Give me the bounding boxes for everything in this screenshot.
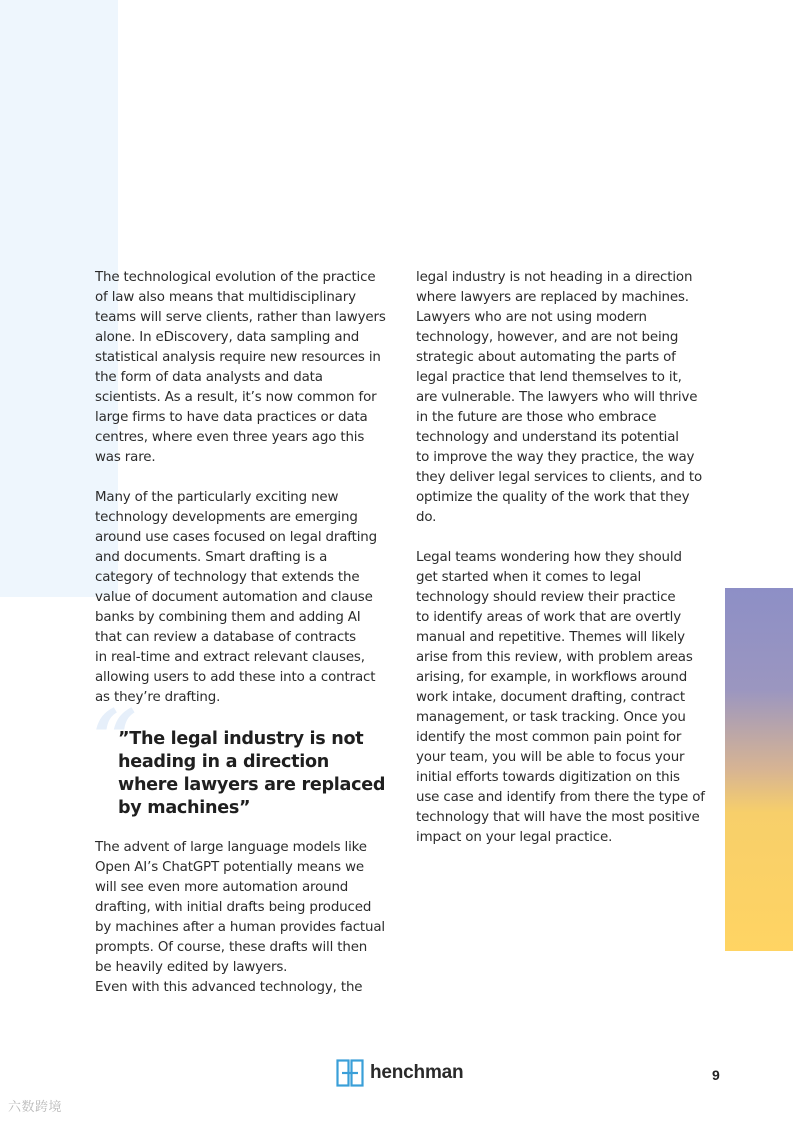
text-line: technology that will have the most positive [416,810,700,825]
text-line: Legal teams wondering how they should [416,550,682,565]
text-line: technology, however, and are not being [416,330,679,345]
right-column [416,268,706,868]
text-line: to improve the way they practice, the way [416,450,695,465]
right-gradient-bar [725,588,793,951]
text-line: initial efforts towards digitization on this [416,770,680,785]
text-line: Lawyers who are not using modern [416,310,647,325]
text-line: The technological evolution of the practice [95,270,376,285]
text-line: be heavily edited by lawyers. [95,960,288,975]
paragraph [95,268,385,468]
text-line: where lawyers are replaced by machines. [416,290,689,305]
text-line: of law also means that multidisciplinary [95,290,356,305]
text-line: allowing users to add these into a contract [95,670,376,685]
text-line: impact on your legal practice. [416,830,613,845]
text-line: and documents. Smart drafting is a [95,550,328,565]
text-line: around use cases focused on legal drafting [95,530,377,545]
text-line: arise from this review, with problem areas [416,650,693,665]
text-line: alone. In eDiscovery, data sampling and [95,330,360,345]
quote-mark-icon: “ [93,693,138,784]
text-line: The advent of large language models like [95,840,367,855]
text-line: to identify areas of work that are overtly [416,610,682,625]
text-line: ”The legal industry is not [118,729,364,749]
paragraph [95,838,385,998]
text-line: prompts. Of course, these drafts will then [95,940,368,955]
text-line: identify the most common pain point for [416,730,682,745]
text-line: was rare. [95,450,156,465]
watermark: 六数跨境 [8,1100,63,1115]
text-line: they deliver legal services to clients, and to [416,470,703,485]
text-line: work intake, document drafting, contract [416,690,685,705]
left-column [95,268,385,998]
text-line: Even with this advanced technology, the [95,980,363,995]
text-line: get started when it comes to legal [416,570,642,585]
text-line: banks by combining them and adding AI [95,610,361,625]
text-line: use case and identify from there the type of [416,790,705,805]
text-line: technology and understand its potential [416,430,679,445]
text-line: the form of data analysts and data [95,370,323,385]
paragraph [416,268,706,528]
text-line: strategic about automating the parts of [416,350,676,365]
page-number: 9 [712,1067,720,1083]
text-line: technology developments are emerging [95,510,358,525]
text-line: Open AI’s ChatGPT potentially means we [95,860,364,875]
text-line: scientists. As a result, it’s now common for [95,390,377,405]
text-line: as they’re drafting. [95,690,221,705]
text-line: teams will serve clients, rather than lawyers [95,310,386,325]
text-line: will see even more automation around [95,880,349,895]
text-line: technology should review their practice [416,590,676,605]
text-line: statistical analysis require new resources in [95,350,381,365]
text-line: Many of the particularly exciting new [95,490,339,505]
text-line: legal industry is not heading in a direction [416,270,693,285]
text-line: where lawyers are replaced [118,775,386,795]
text-line: by machines” [118,798,251,818]
text-line: by machines after a human provides factual [95,920,385,935]
text-line: drafting, with initial drafts being produced [95,900,372,915]
henchman-logo [336,1059,463,1087]
text-line: in real-time and extract relevant clauses, [95,650,365,665]
brand-name: henchman [370,1062,464,1083]
text-line: are vulnerable. The lawyers who will thrive [416,390,698,405]
pullquote-text [118,728,385,820]
text-line: heading in a direction [118,752,329,772]
text-line: that can review a database of contracts [95,630,357,645]
text-line: large firms to have data practices or data [95,410,368,425]
henchman-logo-icon [336,1059,364,1087]
paragraph [416,548,706,848]
text-line: category of technology that extends the [95,570,360,585]
text-line: centres, where even three years ago this [95,430,365,445]
text-line: management, or task tracking. Once you [416,710,686,725]
text-line: legal practice that lend themselves to it, [416,370,682,385]
text-line: in the future are those who embrace [416,410,657,425]
text-line: do. [416,510,437,525]
text-line: arising, for example, in workflows around [416,670,688,685]
text-line: optimize the quality of the work that they [416,490,690,505]
paragraph [95,488,385,708]
text-line: manual and repetitive. Themes will likely [416,630,685,645]
text-line: value of document automation and clause [95,590,373,605]
text-line: your team, you will be able to focus your [416,750,685,765]
